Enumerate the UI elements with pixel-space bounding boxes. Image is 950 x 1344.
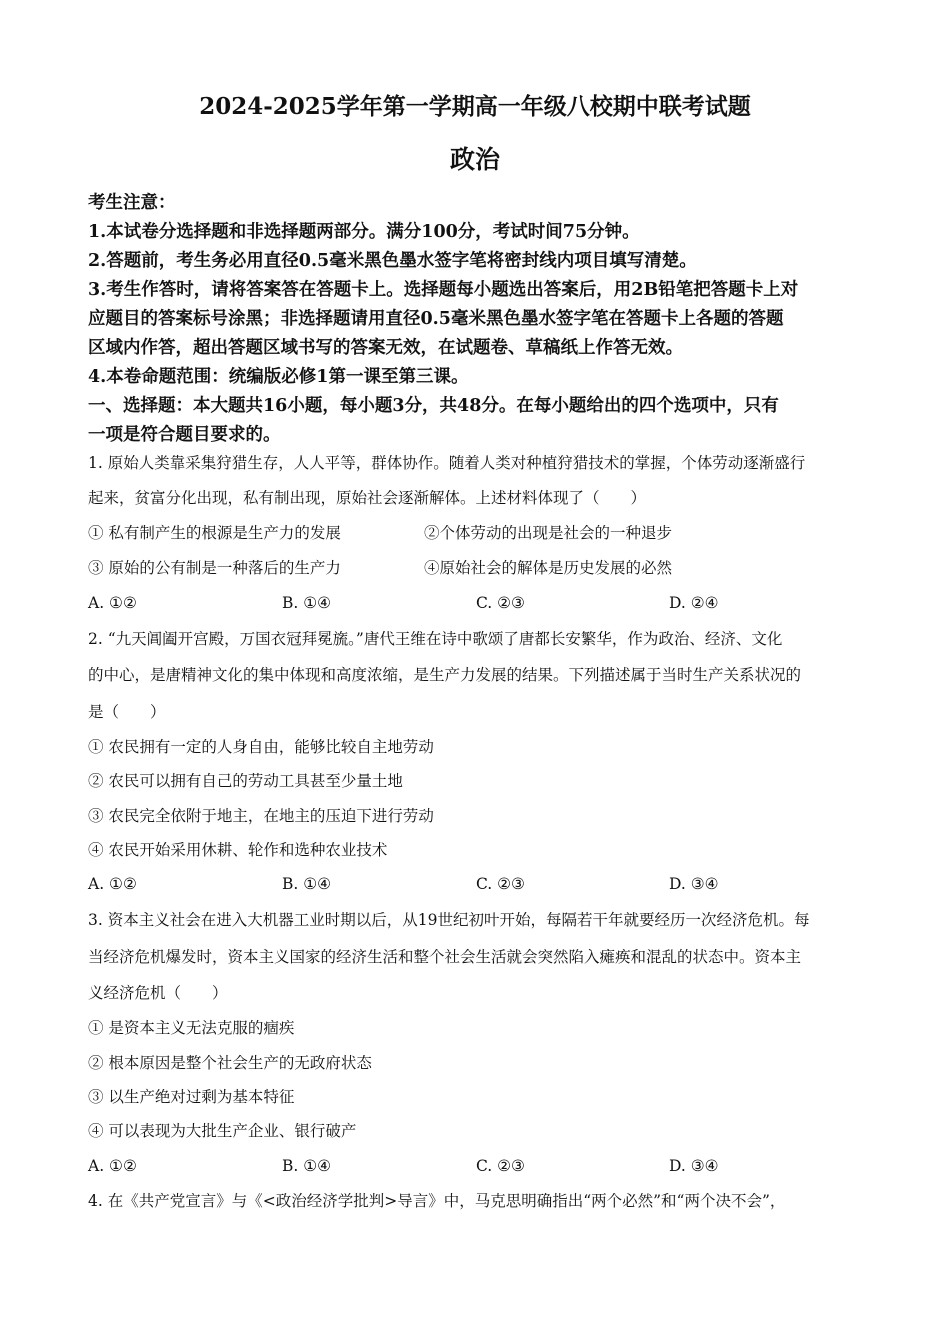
choice-c: C. ②③ bbox=[476, 875, 525, 893]
statement: ③ 以生产绝对过剩为基本特征 bbox=[88, 1088, 295, 1106]
choice-a: A. ①② bbox=[88, 594, 137, 612]
choice-a: A. ①② bbox=[88, 1157, 137, 1175]
statement: ② 根本原因是整个社会生产的无政府状态 bbox=[88, 1054, 372, 1072]
question-stem: 4. 在《共产党宣言》与《<政治经济学批判>导言》中，马克思明确指出“两个必然”和“两个决不会”， bbox=[88, 1192, 786, 1210]
subject-title: 政治 bbox=[449, 145, 500, 174]
question-stem: 3. 资本主义社会在进入大机器工业时期以后，从19世纪初叶开始，每隔若干年就要经历一次经济危机。每 bbox=[88, 911, 810, 929]
question-stem: 义经济危机（ ） bbox=[88, 984, 228, 1002]
choice-b: B. ①④ bbox=[282, 875, 332, 893]
notice-line: 区域内作答，超出答题区域书写的答案无效，在试题卷、草稿纸上作答无效。 bbox=[88, 338, 683, 358]
statement: ② 农民可以拥有自己的劳动工具甚至少量土地 bbox=[88, 772, 403, 790]
statement: ④ 农民开始采用休耕、轮作和选种农业技术 bbox=[88, 841, 388, 859]
statement: ③ 农民完全依附于地主，在地主的压迫下进行劳动 bbox=[88, 807, 434, 825]
choice-b: B. ①④ bbox=[282, 1157, 332, 1175]
notice-line: 3.考生作答时，请将答案答在答题卡上。选择题每小题选出答案后，用2B铅笔把答题卡上对 bbox=[88, 280, 799, 300]
section-heading: 一、选择题：本大题共16小题，每小题3分，共48分。在每小题给出的四个选项中，只有 bbox=[88, 396, 779, 416]
notice-line: 应题目的答案标号涂黑；非选择题请用直径0.5毫米黑色墨水签字笔在答题卡上各题的答题 bbox=[88, 309, 784, 329]
choice-d: D. ③④ bbox=[669, 1157, 719, 1175]
choice-a: A. ①② bbox=[88, 875, 137, 893]
statement: ②个体劳动的出现是社会的一种退步 bbox=[424, 524, 673, 542]
notice-line: 4.本卷命题范围：统编版必修1第一课至第三课。 bbox=[88, 367, 469, 387]
question-stem: 起来，贫富分化出现，私有制出现，原始社会逐渐解体。上述材料体现了（ ） bbox=[88, 489, 647, 507]
choice-c: C. ②③ bbox=[476, 594, 525, 612]
statement: ① 是资本主义无法克服的痼疾 bbox=[88, 1019, 295, 1037]
statement: ④ 可以表现为大批生产企业、银行破产 bbox=[88, 1122, 357, 1140]
notice-line: 1.本试卷分选择题和非选择题两部分。满分100分，考试时间75分钟。 bbox=[88, 222, 640, 242]
notice-heading: 考生注意： bbox=[88, 193, 176, 213]
question-stem: 是（ ） bbox=[88, 703, 166, 721]
question-stem: 当经济危机爆发时，资本主义国家的经济生活和整个社会生活就会突然陷入瘫痪和混乱的状态中。资本主 bbox=[88, 948, 802, 966]
choice-c: C. ②③ bbox=[476, 1157, 525, 1175]
choice-d: D. ③④ bbox=[669, 875, 719, 893]
exam-title: 2024-2025学年第一学期高一年级八校期中联考试题 bbox=[199, 93, 751, 120]
notice-line: 2.答题前，考生务必用直径0.5毫米黑色墨水签字笔将密封线内项目填写清楚。 bbox=[88, 251, 697, 271]
question-stem: 的中心，是唐精神文化的集中体现和高度浓缩，是生产力发展的结果。下列描述属于当时生产关系状况的 bbox=[88, 666, 802, 684]
section-heading: 一项是符合题目要求的。 bbox=[88, 425, 281, 445]
statement: ① 农民拥有一定的人身自由，能够比较自主地劳动 bbox=[88, 738, 434, 756]
choice-b: B. ①④ bbox=[282, 594, 332, 612]
question-stem: 2. “九天阊阖开宫殿，万国衣冠拜冕旒。”唐代王维在诗中歌颂了唐都长安繁华，作为政治、经济、文化 bbox=[88, 630, 783, 648]
statement: ④原始社会的解体是历史发展的必然 bbox=[424, 559, 673, 577]
statement: ① 私有制产生的根源是生产力的发展 bbox=[88, 524, 341, 542]
question-stem: 1. 原始人类靠采集狩猎生存，人人平等，群体协作。随着人类对种植狩猎技术的掌握，个体劳动逐渐盛行 bbox=[88, 454, 806, 472]
statement: ③ 原始的公有制是一种落后的生产力 bbox=[88, 559, 341, 577]
choice-d: D. ②④ bbox=[669, 594, 719, 612]
